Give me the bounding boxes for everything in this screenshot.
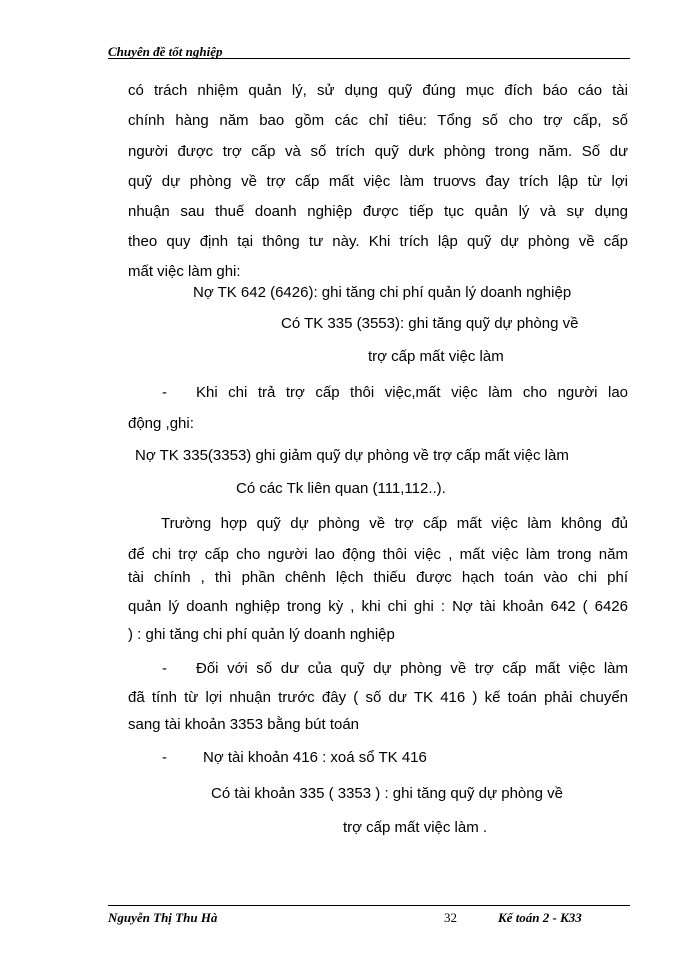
bullet1-line-2: động ,ghi:: [128, 415, 194, 432]
bullet2-line-2: đã tính từ lợi nhuận trước đây ( số dư TK 416 ) kế toán phải chuyển: [128, 689, 628, 706]
para2-line-4: quản lý doanh nghiệp trong kỳ , khi chi ghi : Nợ tài khoản 642 ( 6426: [128, 598, 628, 615]
entry2-credit: Có các Tk liên quan (111,112..).: [236, 480, 446, 497]
bullet3-credit-1: Có tài khoản 335 ( 3353 ) : ghi tăng quỹ dự phòng về: [211, 785, 563, 802]
bullet3-dash: -: [162, 749, 167, 766]
entry1-credit-2: trợ cấp mất việc làm: [368, 348, 504, 365]
footer-author: Nguyễn Thị Thu Hà: [108, 910, 218, 925]
entry2-debit: Nợ TK 335(3353) ghi giảm quỹ dự phòng về trợ cấp mất việc làm: [135, 447, 569, 464]
bullet2-line-1: Đối với số dư của quỹ dự phòng về trợ cấp mất việc làm: [196, 660, 628, 677]
bullet1-dash: -: [162, 384, 167, 401]
para1-line-1: có trách nhiệm quản lý, sử dụng quỹ đúng mục đích báo cáo tài: [128, 82, 628, 99]
footer-rule: [108, 905, 630, 906]
entry1-debit: Nợ TK 642 (6426): ghi tăng chi phí quản lý doanh nghiệp: [193, 284, 572, 301]
bullet3-line-1: Nợ tài khoản 416 : xoá sổ TK 416: [203, 749, 427, 766]
para2-line-1: Trường hợp quỹ dự phòng về trợ cấp mất việc làm không đủ: [161, 515, 628, 532]
para1-line-6: theo quy định tại thông tư này. Khi trích lập quỹ dự phòng về cấp: [128, 233, 628, 250]
para2-line-3: tài chính , thì phần chênh lệch thiếu được hạch toán vào chi phí: [128, 569, 628, 586]
bullet2-dash: -: [162, 660, 167, 677]
entry1-credit-1: Có TK 335 (3553): ghi tăng quỹ dự phòng về: [281, 315, 579, 332]
bullet1-line-1: Khi chi trả trợ cấp thôi việc,mất việc làm cho người lao: [196, 384, 628, 401]
para2-line-5: ) : ghi tăng chi phí quản lý doanh nghiệp: [128, 626, 395, 643]
header-title: Chuyên đề tốt nghiệp: [108, 44, 223, 59]
para1-line-3: người được trợ cấp và số trích quỹ dưk phòng trong năm. Số dư: [128, 143, 628, 160]
para2-line-2: để chi trợ cấp cho người lao động thôi việc , mất việc làm trong năm: [128, 546, 628, 563]
bullet3-credit-2: trợ cấp mất việc làm .: [343, 819, 488, 836]
para1-line-4: quỹ dự phòng về trợ cấp mất việc làm truơvs đay trích lập từ lợi: [128, 173, 628, 190]
footer-page-number: 32: [444, 910, 457, 925]
para1-line-7: mất việc làm ghi:: [128, 263, 241, 280]
header-rule: [108, 58, 630, 59]
footer-class: Kế toán 2 - K33: [498, 910, 582, 925]
para1-line-5: nhuận sau thuế doanh nghiệp được tiếp tục quản lý và sự dụng: [128, 203, 628, 220]
bullet2-line-3: sang tài khoản 3353 bằng bút toán: [128, 716, 360, 733]
para1-line-2: chính hàng năm bao gồm các chỉ tiêu: Tổng số cho trợ cấp, số: [128, 112, 628, 129]
